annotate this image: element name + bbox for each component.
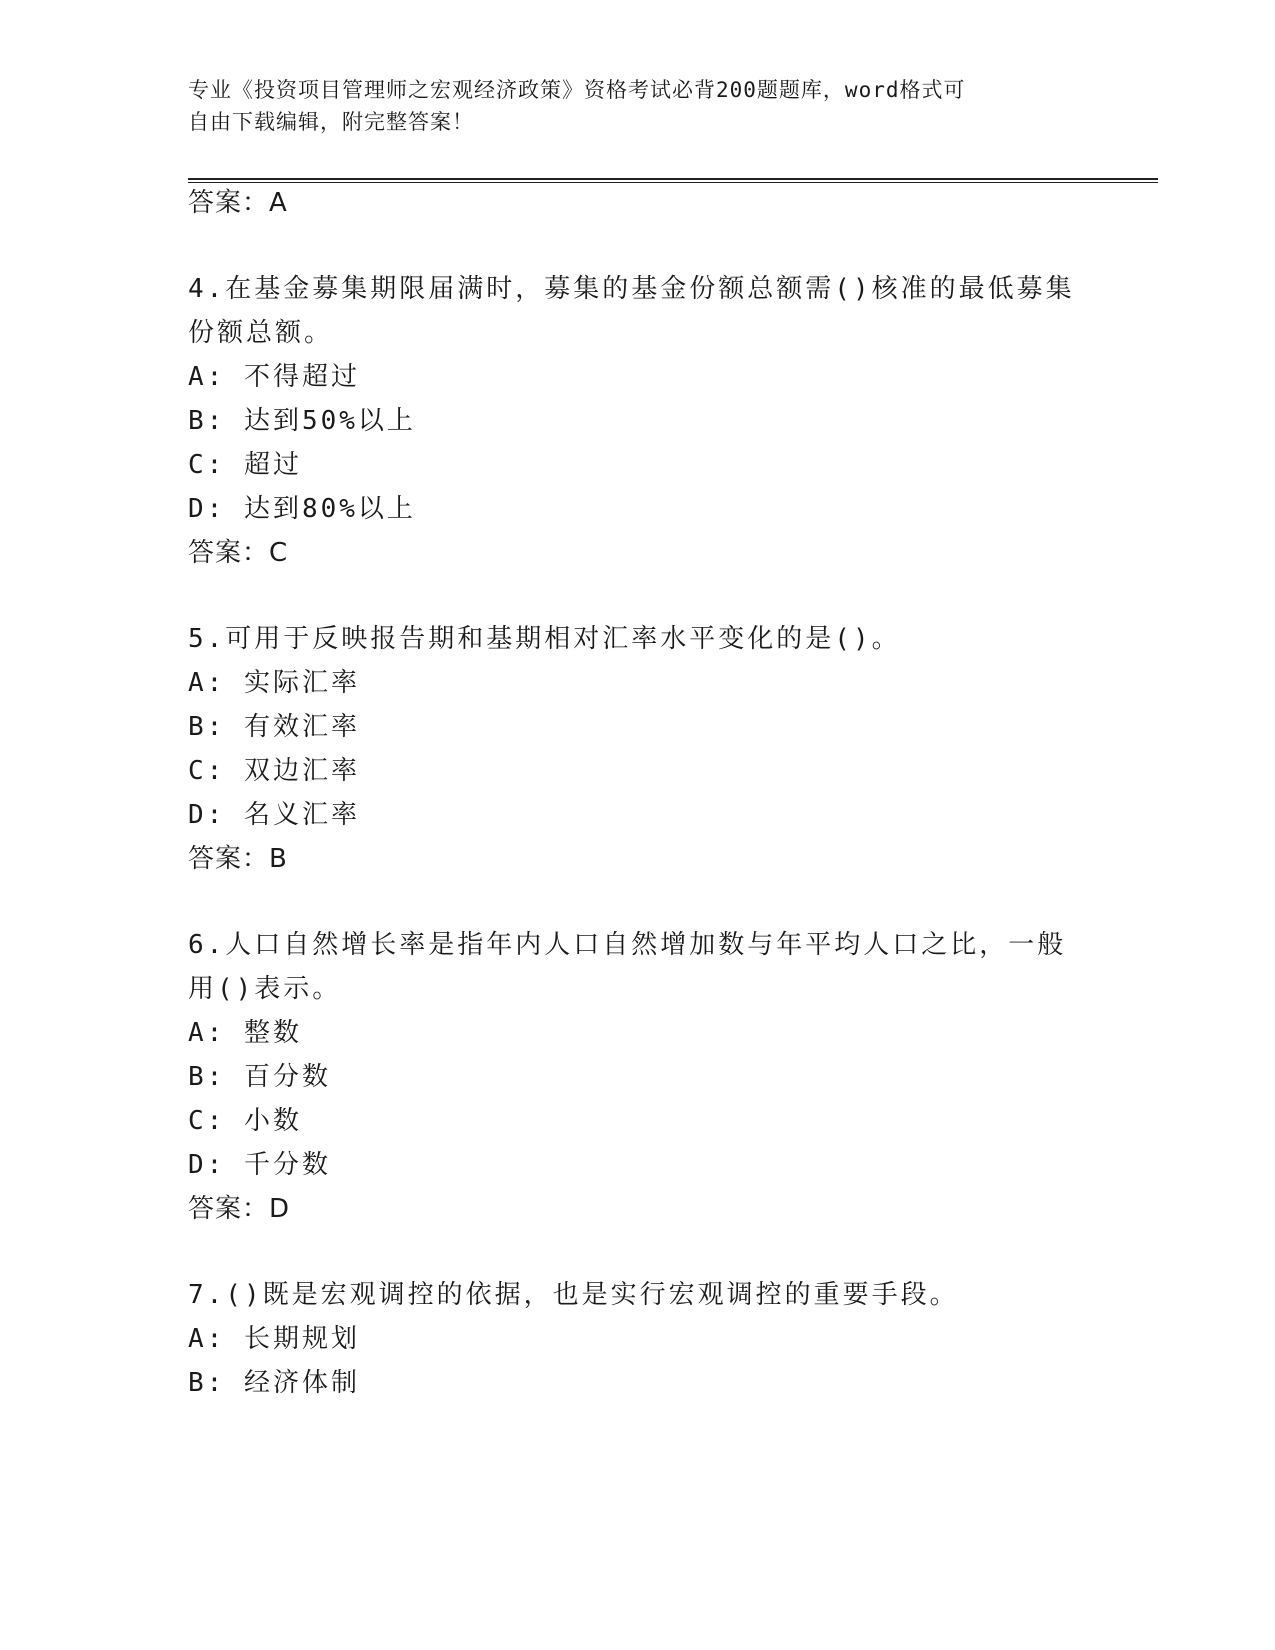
q5-option-d: D: 名义汇率 — [188, 800, 360, 830]
q7-stem-line-1: 7.()既是宏观调控的依据，也是实行宏观调控的重要手段。 — [188, 1280, 959, 1310]
q5-answer: 答案：B — [188, 844, 288, 874]
q7-option-a: A: 长期规划 — [188, 1324, 360, 1354]
q5-stem-line-1: 5.可用于反映报告期和基期相对汇率水平变化的是()。 — [188, 624, 901, 654]
q7-option-b: B: 经济体制 — [188, 1368, 360, 1398]
q4-option-b: B: 达到50%以上 — [188, 406, 416, 436]
q6-option-c: C: 小数 — [188, 1106, 302, 1136]
q4-option-a: A: 不得超过 — [188, 362, 360, 392]
q5-option-b: B: 有效汇率 — [188, 712, 360, 742]
q5-option-a: A: 实际汇率 — [188, 668, 360, 698]
q6-option-d: D: 千分数 — [188, 1150, 331, 1180]
q5-option-c: C: 双边汇率 — [188, 756, 360, 786]
q6-option-a: A: 整数 — [188, 1018, 302, 1048]
q4-answer: 答案：C — [188, 538, 289, 568]
q6-option-b: B: 百分数 — [188, 1062, 331, 1092]
q4-option-c: C: 超过 — [188, 450, 302, 480]
q6-stem-line-2: 用()表示。 — [188, 974, 342, 1004]
header-divider — [188, 178, 1158, 183]
document-header — [188, 74, 1058, 138]
q4-stem-line-1: 4.在基金募集期限届满时，募集的基金份额总额需()核准的最低募集 — [188, 274, 1075, 304]
header-line-1: 专业《投资项目管理师之宏观经济政策》资格考试必背200题题库，word格式可 — [188, 78, 966, 102]
q4-stem-line-2: 份额总额。 — [188, 318, 334, 348]
q6-answer: 答案：D — [188, 1194, 291, 1224]
q6-stem-line-1: 6.人口自然增长率是指年内人口自然增加数与年平均人口之比，一般 — [188, 930, 1067, 960]
q3-answer: 答案：A — [188, 188, 288, 218]
header-line-2: 自由下载编辑，附完整答案！ — [188, 110, 474, 134]
q4-option-d: D: 达到80%以上 — [188, 494, 416, 524]
